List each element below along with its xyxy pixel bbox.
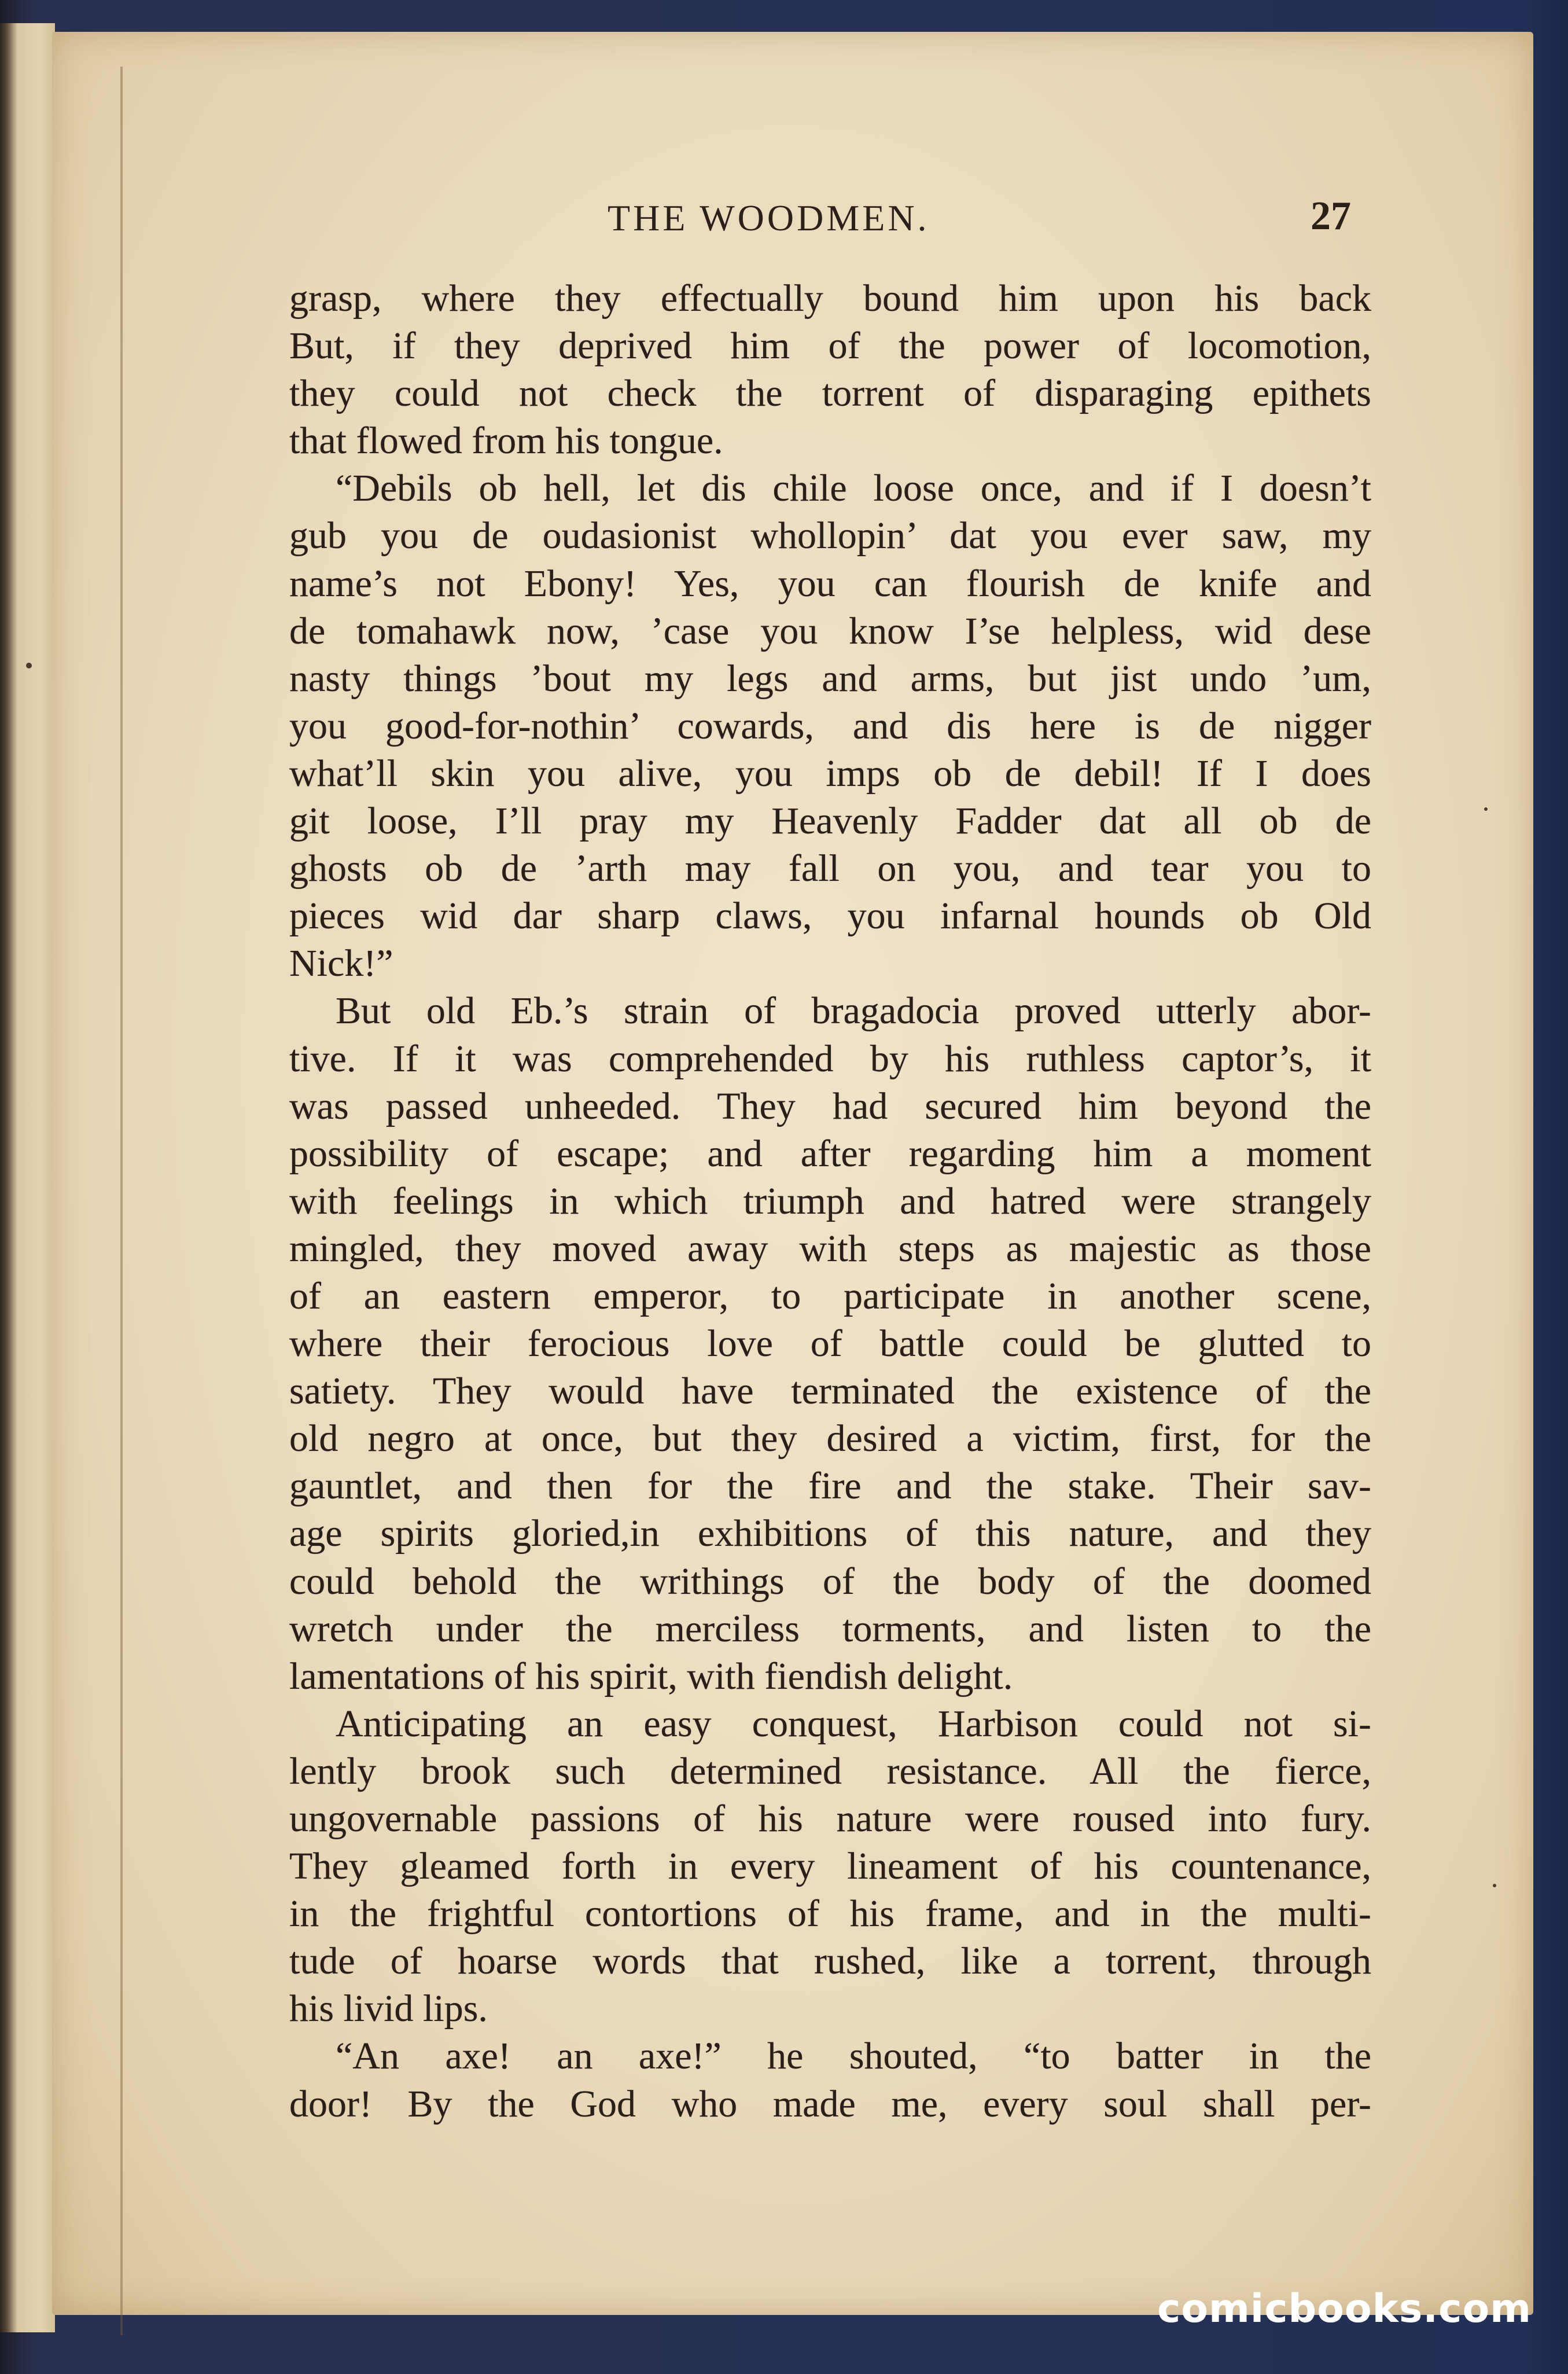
text-line: possibility of escape; and after regarding him a moment — [289, 1132, 1371, 1175]
text-line: tude of hoarse words that rushed, like a torrent, through — [289, 1940, 1371, 1983]
text-line: with feelings in which triumph and hatred were strangely — [289, 1179, 1371, 1222]
ink-speck — [1484, 807, 1488, 811]
book-spine-edge — [0, 23, 55, 2332]
text-line: lently brook such determined resistance. All the fierce, — [289, 1750, 1371, 1792]
text-line: They gleamed forth in every lineament of his countenance, — [289, 1845, 1371, 1888]
text-line: old negro at once, but they desired a victim, first, for the — [289, 1417, 1371, 1460]
text-line: gauntlet, and then for the fire and the stake. Their sav- — [289, 1465, 1371, 1508]
text-line: door! By the God who made me, every soul shall per- — [289, 2082, 1371, 2125]
text-line: what’ll skin you alive, you imps ob de debil! If I does — [289, 752, 1371, 795]
ink-speck — [1493, 1884, 1496, 1887]
text-line: wretch under the merciless torments, and listen to the — [289, 1607, 1371, 1650]
text-line: was passed unheeded. They had secured him beyond the — [289, 1085, 1371, 1127]
text-line: grasp, where they effectually bound him upon his back — [289, 277, 1371, 319]
text-line: name’s not Ebony! Yes, you can flourish de knife and — [289, 562, 1371, 605]
text-line: his livid lips. — [289, 1987, 488, 2030]
body-text — [289, 275, 1371, 2128]
text-line: you good-for-nothin’ cowards, and dis here is de nigger — [289, 704, 1371, 747]
text-line: lamentations of his spirit, with fiendish delight. — [289, 1655, 1013, 1697]
text-line: ungovernable passions of his nature were roused into fury. — [289, 1798, 1371, 1840]
text-line: nasty things ’bout my legs and arms, but jist undo ’um, — [289, 657, 1371, 700]
text-line: pieces wid dar sharp claws, you infarnal hounds ob Old — [289, 895, 1371, 938]
text-line: could behold the writhings of the body of the doomed — [289, 1560, 1371, 1603]
text-line: satiety. They would have terminated the existence of the — [289, 1370, 1371, 1413]
text-line: gub you de oudasionist whollopin’ dat you ever saw, my — [289, 515, 1371, 557]
text-line: mingled, they moved away with steps as majestic as those — [289, 1227, 1371, 1270]
text-line: that flowed from his tongue. — [289, 420, 723, 462]
book-page — [52, 32, 1533, 2315]
text-line: they could not check the torrent of disparaging epithets — [289, 372, 1371, 415]
ink-speck — [26, 663, 32, 668]
running-head: THE WOODMEN. — [608, 197, 930, 238]
text-line: of an eastern emperor, to participate in another scene, — [289, 1274, 1371, 1317]
text-line: Anticipating an easy conquest, Harbison could not si- — [336, 1702, 1371, 1745]
text-line: where their ferocious love of battle could be glutted to — [289, 1322, 1371, 1365]
text-line: de tomahawk now, ’case you know I’se helpless, wid dese — [289, 609, 1371, 652]
page-header — [52, 191, 1533, 249]
watermark: comicbooks.com — [1157, 2286, 1532, 2332]
text-line: git loose, I’ll pray my Heavenly Fadder dat all ob de — [289, 800, 1371, 843]
page-fold-line — [120, 67, 123, 2335]
text-line: But old Eb.’s strain of bragadocia proved utterly abor- — [336, 990, 1371, 1032]
text-line: in the frightful contortions of his frame, and in the multi- — [289, 1892, 1371, 1935]
text-line: tive. If it was comprehended by his ruthless captor’s, it — [289, 1037, 1371, 1080]
text-line: But, if they deprived him of the power of locomotion, — [289, 325, 1371, 368]
text-line: Nick!” — [289, 942, 393, 985]
text-line: ghosts ob de ’arth may fall on you, and tear you to — [289, 847, 1371, 890]
page-number: 27 — [1311, 194, 1351, 238]
text-line: age spirits gloried,in exhibitions of this nature, and they — [289, 1512, 1371, 1555]
text-line: “An axe! an axe!” he shouted, “to batter in the — [336, 2035, 1371, 2078]
text-line: “Debils ob hell, let dis chile loose once, and if I doesn’t — [336, 467, 1371, 510]
